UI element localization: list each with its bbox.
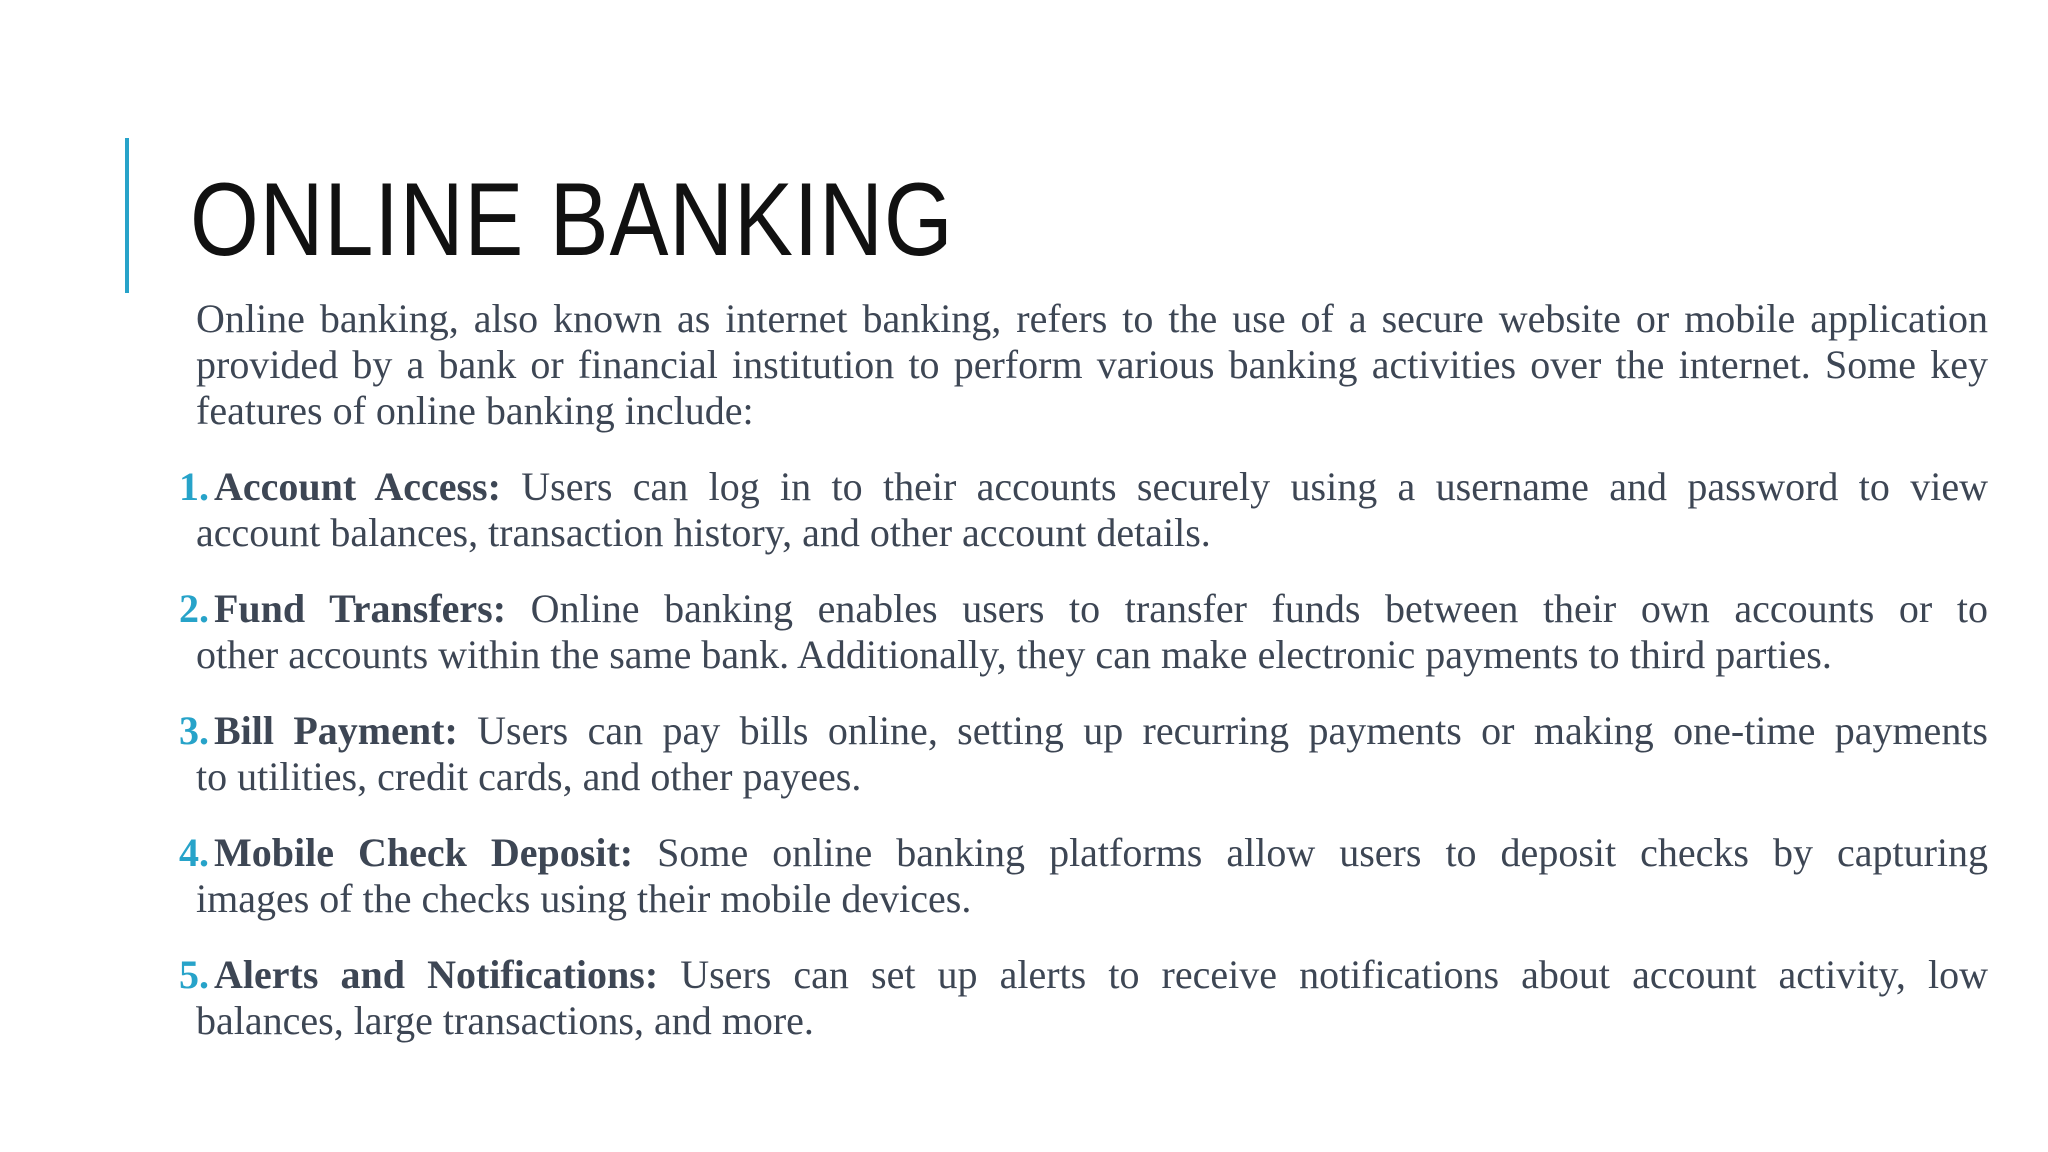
feature-term: Fund Transfers:	[214, 586, 507, 631]
feature-number: 5.	[179, 952, 209, 997]
feature-list	[179, 464, 1988, 1044]
feature-continuation: to utilities, credit cards, and other payees.	[196, 754, 862, 799]
slide-title: ONLINE BANKING	[190, 162, 954, 278]
feature-item-mobile-check-deposit	[179, 830, 1988, 922]
feature-item-alerts-notifications	[179, 952, 1988, 1044]
feature-number: 3.	[179, 708, 209, 753]
feature-term: Alerts and Notifications:	[214, 952, 659, 997]
feature-term: Account Access:	[214, 464, 501, 509]
feature-continuation: other accounts within the same bank. Additionally, they can make electronic payments to third parties.	[196, 632, 1832, 677]
slide-body	[179, 296, 1988, 1074]
title-accent-bar	[125, 138, 129, 293]
feature-number: 2.	[179, 586, 209, 631]
feature-text: Users can log in to their accounts securely using a username and password to view	[500, 464, 1988, 509]
feature-continuation: balances, large transactions, and more.	[196, 998, 814, 1043]
feature-first-line	[196, 586, 1988, 632]
feature-text: Online banking enables users to transfer funds between their own accounts or to	[506, 586, 1988, 631]
feature-term: Bill Payment:	[214, 708, 458, 753]
feature-first-line	[196, 464, 1988, 510]
feature-text: Some online banking platforms allow users to deposit checks by capturing	[633, 830, 1988, 875]
feature-term: Mobile Check Deposit:	[214, 830, 634, 875]
feature-item-fund-transfers	[179, 586, 1988, 678]
feature-number: 1.	[179, 464, 209, 509]
feature-first-line	[196, 952, 1988, 998]
feature-text: Users can set up alerts to receive notifications about account activity, low	[658, 952, 1988, 997]
feature-number: 4.	[179, 830, 209, 875]
feature-item-account-access	[179, 464, 1988, 556]
feature-first-line	[196, 708, 1988, 754]
feature-continuation: images of the checks using their mobile devices.	[196, 876, 972, 921]
feature-text: Users can pay bills online, setting up recurring payments or making one-time payments	[457, 708, 1988, 753]
feature-item-bill-payment	[179, 708, 1988, 800]
feature-first-line	[196, 830, 1988, 876]
intro-paragraph: Online banking, also known as internet banking, refers to the use of a secure website or mobile application provided by a bank or financial institution to perform various banking activities over the internet. Some key features of online banking include:	[196, 296, 1988, 433]
feature-continuation: account balances, transaction history, and other account details.	[196, 510, 1211, 555]
